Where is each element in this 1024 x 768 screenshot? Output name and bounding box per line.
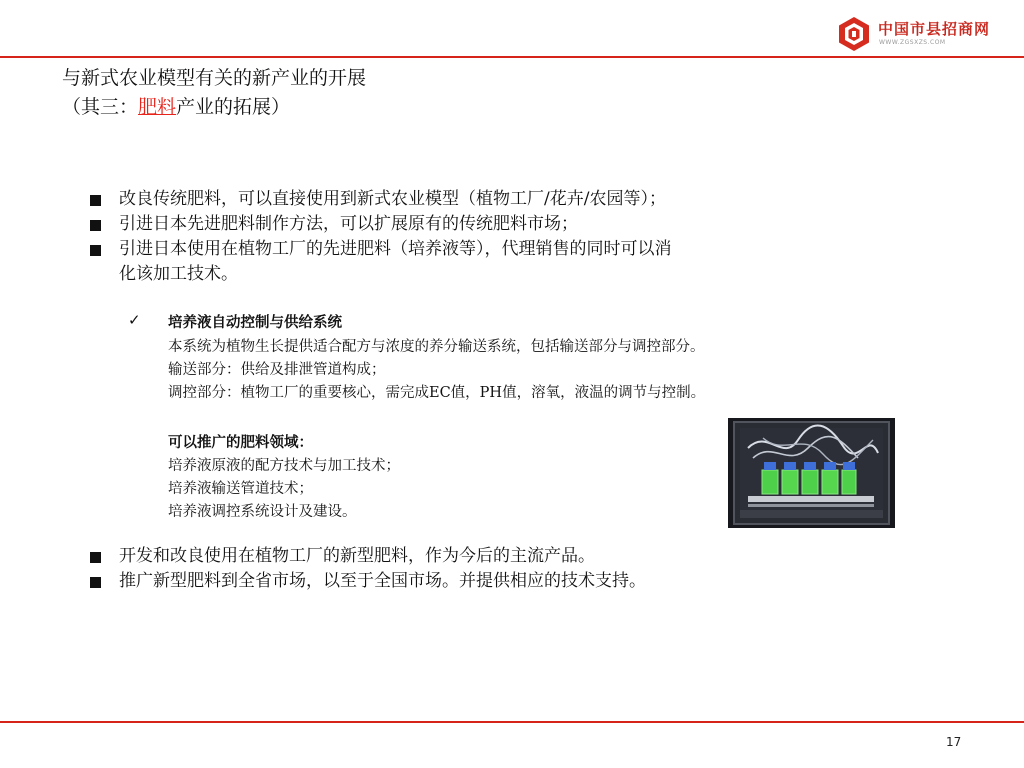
bullet-item xyxy=(90,544,890,569)
square-bullet-icon xyxy=(90,245,101,256)
bullet-item xyxy=(90,237,890,262)
sub-line: 调控部分：植物工厂的重要核心，需完成EC值，PH值，溶氧，液温的调节与控制。 xyxy=(168,385,706,401)
nutrient-system-photo xyxy=(728,418,895,528)
square-bullet-icon xyxy=(90,220,101,231)
sub-line: 输送部分：供给及排泄管道构成； xyxy=(168,362,386,378)
bullet-text: 开发和改良使用在植物工厂的新型肥料，作为今后的主流产品。 xyxy=(119,546,595,566)
bullet-item-continued xyxy=(90,262,890,287)
bullet-text: 化该加工技术。 xyxy=(119,264,238,284)
square-bullet-icon xyxy=(90,552,101,563)
bullet-text: 引进日本使用在植物工厂的先进肥料（培养液等），代理销售的同时可以消 xyxy=(119,239,672,259)
bullet-text: 推广新型肥料到全省市场，以至于全国市场。并提供相应的技术支持。 xyxy=(119,571,646,591)
bullet-item xyxy=(90,569,890,594)
title-prefix: （其三： xyxy=(62,96,139,118)
bullet-list-bottom xyxy=(90,544,890,594)
square-bullet-icon xyxy=(90,195,101,206)
title-highlight: 肥料 xyxy=(138,96,177,118)
sub-line: 本系统为植物生长提供适合配方与浓度的养分输送系统，包括输送部分与调控部分。 xyxy=(168,339,705,355)
title-line-1: 与新式农业模型有关的新产业的开展 xyxy=(62,67,367,89)
sub-heading: 培养液自动控制与供给系统 xyxy=(168,315,342,331)
sub-line: 培养液原液的配方技术与加工技术； xyxy=(168,458,400,474)
bullet-list-top xyxy=(90,187,890,287)
bullet-text: 改良传统肥料，可以直接使用到新式农业模型（植物工厂/花卉/农园等）； xyxy=(119,189,666,209)
lab-equipment-image xyxy=(728,418,895,528)
sub-heading-2: 可以推广的肥料领域： xyxy=(168,435,313,451)
page-number: 17 xyxy=(946,735,962,749)
checkmark-icon: ✓ xyxy=(128,311,141,329)
title-line-2 xyxy=(62,93,366,122)
slide-title xyxy=(62,64,366,122)
sub-line: 培养液输送管道技术； xyxy=(168,481,313,497)
logo-name: 中国市县招商网 xyxy=(878,20,991,38)
footer-rule xyxy=(0,721,1024,723)
header-rule xyxy=(0,56,1024,58)
title-suffix: 产业的拓展） xyxy=(176,96,291,118)
brand-logo xyxy=(838,14,998,54)
sub-line: 培养液调控系统设计及建设。 xyxy=(168,504,357,520)
square-bullet-icon xyxy=(90,577,101,588)
logo-url: WWW.ZGSXZS.COM xyxy=(879,39,946,46)
bullet-item xyxy=(90,212,890,237)
bullet-item xyxy=(90,187,890,212)
bullet-text: 引进日本先进肥料制作方法，可以扩展原有的传统肥料市场； xyxy=(119,214,578,234)
logo-mark-icon xyxy=(838,16,870,52)
